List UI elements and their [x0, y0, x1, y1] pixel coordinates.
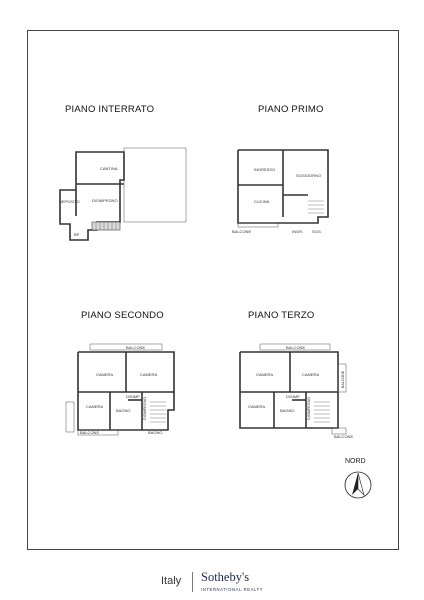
basement-room-label: DEPOSITO — [59, 199, 80, 204]
second-floor-title: PIANO SECONDO — [81, 310, 164, 321]
second-room-label: BALCONE — [126, 345, 146, 350]
third-room-label: BALCONE — [341, 370, 345, 388]
third-room-label: CAMERA — [248, 404, 266, 409]
basement-plan — [52, 140, 187, 245]
third-room-label: DISIMP. — [286, 394, 301, 399]
second-room-label: BAGNO — [116, 408, 131, 413]
footer — [0, 567, 424, 597]
third-room-label: BALCONE — [334, 434, 354, 439]
first-room-label: SOGGIORNO — [296, 173, 322, 178]
second-room-label: DISIMPEGNO — [143, 397, 147, 420]
second-room-label: CAMERA — [96, 372, 114, 377]
footer-divider — [192, 572, 193, 592]
third-room-label: CAMERA — [256, 372, 274, 377]
third-room-label: BAGNO — [280, 408, 295, 413]
brand-logo: Sotheby's — [201, 570, 250, 584]
third-room-label: BALCONE — [286, 345, 306, 350]
brand-subtitle: INTERNATIONAL REALTY — [201, 587, 264, 592]
first-room-label: INGR. — [292, 229, 304, 234]
second-room-label: CAMERA — [140, 372, 158, 377]
third-floor-title: PIANO TERZO — [248, 310, 315, 321]
third-room-label: CAMERA — [302, 372, 320, 377]
basement-title: PIANO INTERRATO — [65, 104, 155, 115]
first-room-label: SOG. — [312, 229, 323, 234]
footer-country: Italy — [161, 575, 182, 587]
third-floor-plan — [230, 340, 355, 440]
second-room-label: BAGNO — [148, 430, 163, 435]
first-room-label: CUCINA — [254, 199, 270, 204]
basement-room-label: BP — [74, 232, 80, 237]
first-floor-plan — [228, 145, 338, 235]
second-room-label: BALCONE — [80, 430, 100, 435]
second-floor-plan — [62, 340, 182, 440]
basement-room-label: CANTINA — [100, 166, 118, 171]
second-room-label: CAMERA — [86, 404, 104, 409]
first-floor-title: PIANO PRIMO — [258, 104, 324, 115]
compass-label: NORD — [345, 458, 366, 465]
basement-room-label: DISIMPEGNO — [92, 198, 118, 203]
north-arrow-icon — [343, 470, 373, 505]
first-room-label: BALCONE — [232, 229, 252, 234]
third-room-label: DISIMPEGNO — [307, 397, 311, 420]
first-room-label: INGRESSO — [254, 167, 276, 172]
second-room-label: DISIMP. — [126, 394, 141, 399]
